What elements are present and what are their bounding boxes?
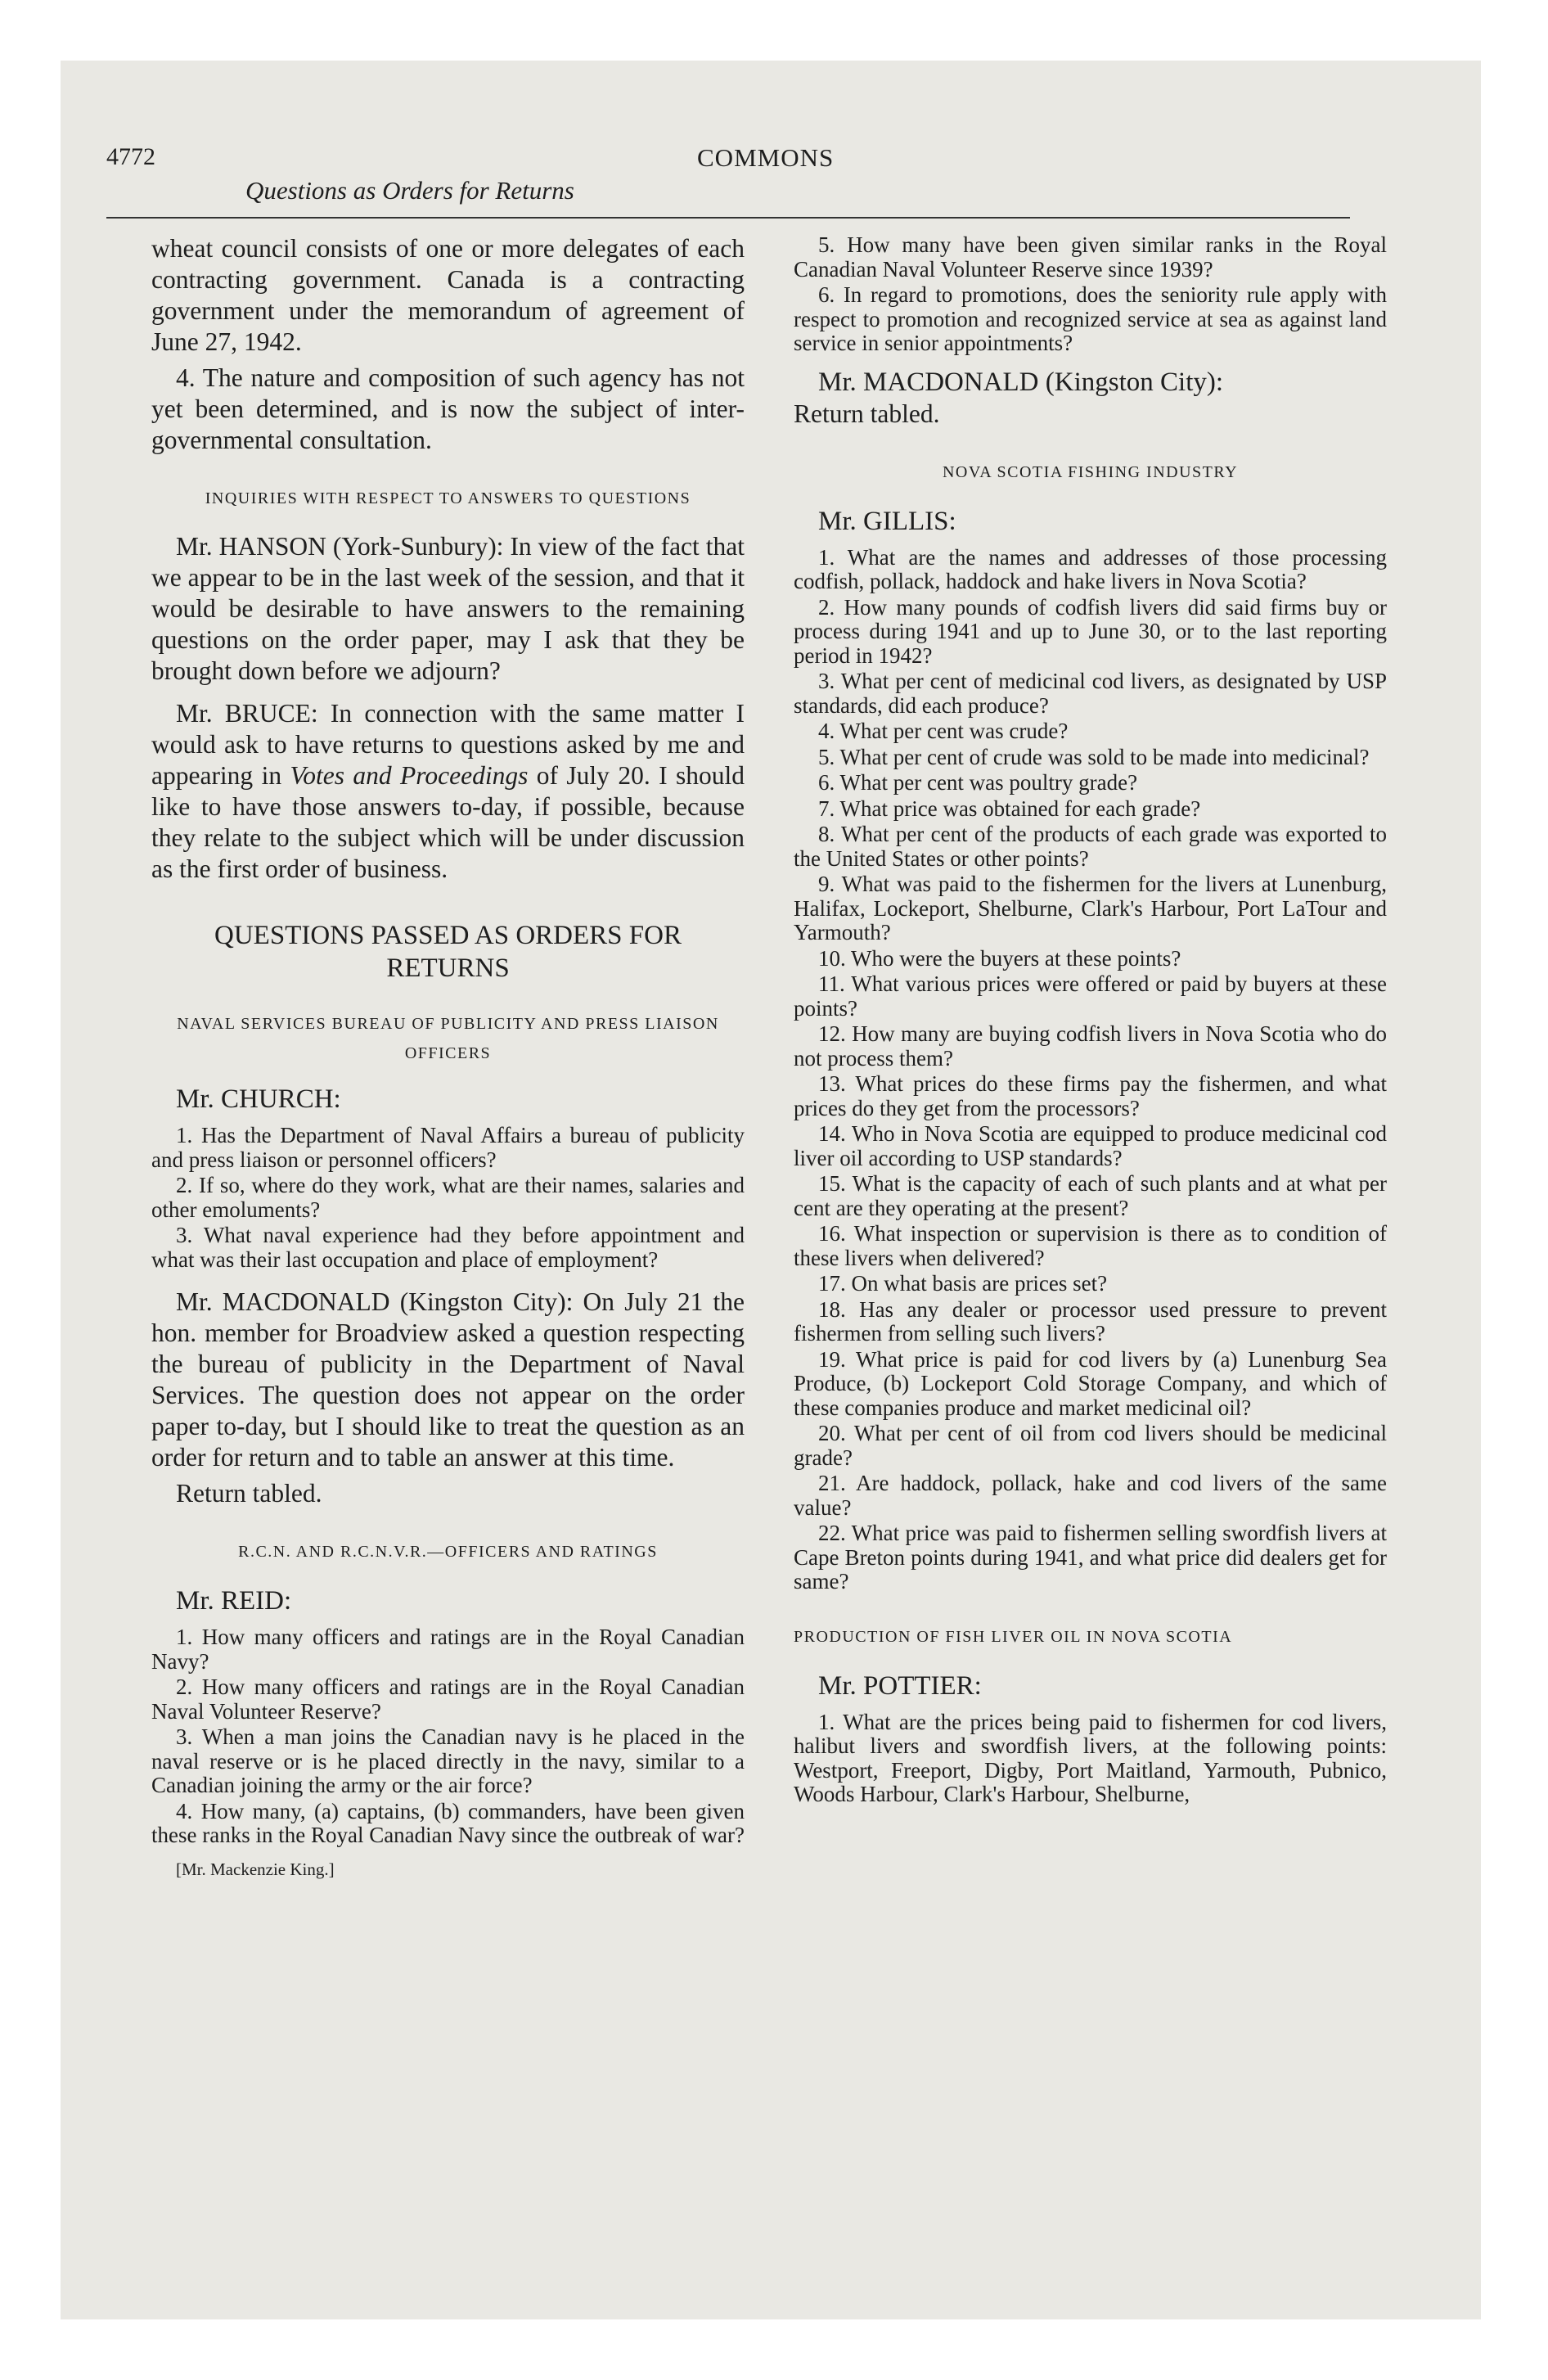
statement-text: In view of the fact that we appear to be in the last week of the session, and that it would be desirable to have answers to the remaining questions on the order paper, may I ask that they be brought down before we adjourn? (151, 532, 745, 685)
section-heading: QUESTIONS PASSED AS ORDERS FOR RETURNS (214, 921, 682, 983)
bruce-statement (151, 698, 745, 885)
return-tabled: Return tabled. (176, 1479, 322, 1508)
paragraph: wheat council consists of one or more delegates of each contracting government. Canada is a contracting government under the memorandum of agreement of June 27, 1942. (151, 234, 745, 356)
question: 7. What price was obtained for each grade? (818, 796, 1201, 821)
nova-heading: NOVA SCOTIA FISHING INDUSTRY (942, 462, 1239, 481)
attribution: [Mr. Mackenzie King.] (176, 1859, 335, 1879)
question: 13. What prices do these firms pay the fishermen, and what prices do they get from the processors? (794, 1071, 1387, 1120)
right-column (794, 233, 1387, 1809)
italic-title: Votes and Proceedings (290, 761, 529, 790)
question: 19. What price is paid for cod livers by (a) Lunenburg Sea Produce, (b) Lockeport Cold Storage Company, and which of these companies produce and market medicinal oil? (794, 1346, 1387, 1420)
speaker-name: Mr. MACDONALD (Kingston City): (176, 1287, 574, 1316)
question: 21. Are haddock, pollack, hake and cod livers of the same value? (794, 1471, 1387, 1520)
question: 1. How many officers and ratings are in the Royal Canadian Navy? (151, 1625, 745, 1674)
question: 6. What per cent was poultry grade? (818, 770, 1138, 795)
question: 2. If so, where do they work, what are their names, salaries and other emoluments? (151, 1173, 745, 1222)
reid-speaker: Mr. REID: (176, 1586, 292, 1616)
question: 2. How many pounds of codfish livers did said firms buy or process during 1941 and up to June 30, or to the last reporting period in 1942? (794, 594, 1387, 668)
paragraph: 4. The nature and composition of such agency has not yet been determined, and is now the subject of inter-governmental consultation. (151, 363, 745, 454)
question: 20. What per cent of oil from cod livers should be medicinal grade? (794, 1421, 1387, 1470)
hanson-statement (151, 531, 745, 687)
question: 5. How many have been given similar ranks in the Royal Canadian Naval Volunteer Reserve since 1939? (794, 232, 1387, 282)
pottier-speaker: Mr. POTTIER: (818, 1670, 982, 1701)
question: 9. What was paid to the fishermen for the livers at Lunenburg, Halifax, Lockeport, Shelburne, Clark's Harbour, Port LaTour and Yarmouth? (794, 872, 1387, 944)
left-column (151, 233, 745, 1880)
question: 1. What are the prices being paid to fishermen for cod livers, halibut livers and swordfish livers, at the following points: Westport, Freeport, Digby, Port Maitland, Yarmouth, Pubnico, Woods Harbour, Clark's Harbour, Shelburne, (794, 1709, 1387, 1806)
naval-heading: NAVAL SERVICES BUREAU OF PUBLICITY AND PRESS LIAISON OFFICERS (177, 1015, 719, 1062)
running-title: Questions as Orders for Returns (245, 176, 574, 205)
question: 4. How many, (a) captains, (b) commanders, have been given these ranks in the Royal Canadian Navy since the outbreak of war? (151, 1798, 745, 1847)
statement-text: of July 20. I should like to have those answers to-day, if possible, because they relate to the subject which will be under discussion as the first order of business. (151, 761, 745, 883)
page-number: 4772 (106, 143, 155, 170)
statement-text: In connection with the same matter I would ask to have returns to questions asked by me and appearing in (151, 699, 745, 790)
return-tabled: Return tabled. (794, 399, 940, 428)
question: 1. Has the Department of Naval Affairs a bureau of publicity and press liaison or personnel officers? (151, 1123, 745, 1172)
question: 18. Has any dealer or processor used pressure to prevent fishermen from selling such livers? (794, 1296, 1387, 1346)
inquiries-heading: INQUIRIES WITH RESPECT TO ANSWERS TO QUESTIONS (205, 489, 691, 507)
journal-title: COMMONS (697, 143, 835, 172)
question: 1. What are the names and addresses of those processing codfish, pollack, haddock and hake livers in Nova Scotia? (794, 544, 1387, 593)
speaker-name: Mr. BRUCE: (176, 699, 318, 728)
question: 11. What various prices were offered or paid by buyers at these points? (794, 971, 1387, 1021)
macdonald-speaker: Mr. MACDONALD (Kingston City): (818, 367, 1224, 397)
question: 16. What inspection or supervision is there as to condition of these livers when delivered? (794, 1221, 1387, 1270)
macdonald-statement (151, 1287, 745, 1473)
church-speaker: Mr. CHURCH: (176, 1084, 341, 1114)
question: 12. How many are buying codfish livers in Nova Scotia who do not process them? (794, 1021, 1387, 1071)
production-heading: PRODUCTION OF FISH LIVER OIL IN NOVA SCOTIA (794, 1627, 1233, 1646)
statement-text: On July 21 the hon. member for Broadview asked a question respecting the bureau of publicity in the Department of Naval Services. The question does not appear on the order paper to-day, but I should like to treat the question as an order for return and to table an answer at this time. (151, 1287, 745, 1472)
question: 5. What per cent of crude was sold to be made into medicinal? (818, 744, 1370, 769)
question: 3. What naval experience had they before appointment and what was their last occupation and place of employment? (151, 1223, 745, 1272)
question: 10. Who were the buyers at these points? (818, 945, 1181, 971)
question: 22. What price was paid to fishermen selling swordfish livers at Cape Breton points during 1941, and what price did dealers get for same? (794, 1521, 1387, 1593)
gillis-speaker: Mr. GILLIS: (818, 506, 956, 536)
question: 15. What is the capacity of each of such plants and at what per cent are they operating at the present? (794, 1171, 1387, 1220)
question: 8. What per cent of the products of each grade was exported to the United States or other points? (794, 822, 1387, 871)
question: 3. What per cent of medicinal cod livers, as designated by USP standards, did each produce? (794, 669, 1387, 718)
question: 14. Who in Nova Scotia are equipped to produce medicinal cod liver oil according to USP standards? (794, 1121, 1387, 1170)
rcn-heading: R.C.N. AND R.C.N.V.R.—OFFICERS AND RATINGS (238, 1543, 658, 1561)
speaker-name: Mr. HANSON (York-Sunbury): (176, 532, 504, 561)
question: 6. In regard to promotions, does the seniority rule apply with respect to promotion and recognized service at sea as against land service in senior appointments? (794, 282, 1387, 355)
question: 3. When a man joins the Canadian navy is he placed in the naval reserve or is he placed directly in the navy, similar to a Canadian joining the army or the air force? (151, 1724, 745, 1797)
question: 17. On what basis are prices set? (818, 1271, 1108, 1296)
question: 4. What per cent was crude? (818, 719, 1069, 743)
page-header (106, 86, 1350, 219)
question: 2. How many officers and ratings are in the Royal Canadian Naval Volunteer Reserve? (151, 1675, 745, 1724)
